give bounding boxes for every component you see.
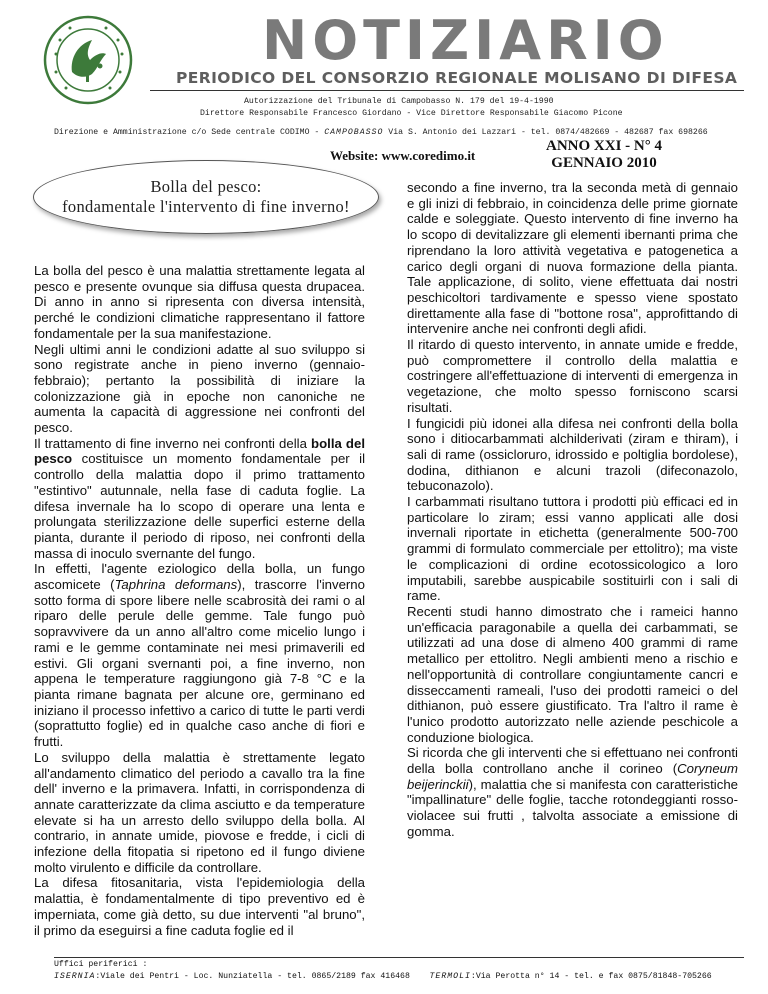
paragraph: I fungicidi più idonei alla difesa nei confronti della bolla sono i ditiocarbammati alchilderivati (ziram e thiram), i sali di rame (ossicloruro, idrossido e poltiglia bordolese), dodina, dithianon e alcuni trazoli (difeconazolo, tebuconazolo). xyxy=(407,415,738,494)
issue-date: GENNAIO 2010 xyxy=(551,155,657,171)
article-title-line1: Bolla del pesco: xyxy=(150,177,262,196)
scientific-name: Taphrina deformans xyxy=(114,577,238,593)
footer-termoli-address: :Via Perotta n° 14 - tel. e fax 0875/81848-705266 xyxy=(470,972,712,981)
article-right-column xyxy=(407,180,738,840)
address-line xyxy=(54,128,708,137)
paragraph-text: ), malattia che si manifesta con caratteristiche "impallinature" delle foglie, tacche rotondeggianti rosso-violacee sui frutti , talvolta associate a emissione di gomma. xyxy=(407,776,738,839)
paragraph-text: Si ricorda che gli interventi che si effettuano nei confronti della bolla controllano anche il corineo ( xyxy=(407,745,738,777)
paragraph: Il ritardo di questo intervento, in annate umide e fredde, può compromettere il controllo della malattia e costringere all'effettuazione di interventi di emergenza in vegetazione, che molto spesso forniscono scarsi risultati. xyxy=(407,337,738,415)
article-left-column xyxy=(34,263,365,938)
footer-isernia-address: :Viale dei Pentri - Loc. Nunziatella - tel. 0865/2189 fax 416468 xyxy=(95,972,410,981)
paragraph xyxy=(407,745,738,839)
directors-line: Direttore Responsabile Francesco Giordano - Vice Direttore Responsabile Giacomo Picone xyxy=(200,109,623,118)
footer-isernia-city: ISERNIA xyxy=(54,972,96,981)
footer-divider xyxy=(54,957,744,958)
paragraph xyxy=(34,561,365,749)
consortium-seal-logo xyxy=(42,14,134,106)
paragraph: La bolla del pesco è una malattia strettamente legata al pesco e presente ovunque sia diffusa questa drupacea. Di anno in anno si ripresenta con diversa intensità, perché le condizioni climatiche rappresentano il fattore fondamentale per la sua manifestazione. xyxy=(34,263,365,341)
issue-number: ANNO XXI - N° 4 xyxy=(546,138,662,154)
footer-offices xyxy=(54,972,712,981)
article-title-ellipse xyxy=(33,160,379,234)
footer-termoli-city: TERMOLI xyxy=(429,972,471,981)
authorization-line: Autorizzazione del Tribunale di Campobasso N. 179 del 19-4-1990 xyxy=(244,97,554,106)
paragraph xyxy=(34,436,365,562)
paragraph: Negli ultimi anni le condizioni adatte al suo sviluppo si sono registrate anche in pieno inverno (gennaio-febbraio); pertanto la possibilità di iniziare la colonizzazione già in epoche non canoniche ne aumenta la capacità di aggressione nei confronti del pesco. xyxy=(34,341,365,436)
newsletter-title: NOTIZIARIO xyxy=(262,9,669,72)
paragraph: secondo a fine inverno, tra la seconda metà di gennaio e gli inizi di febbraio, in coincidenza delle prime giornate calde e soleggiate. Questo intervento di fine inverno ha lo scopo di devitalizzare gli elementi ibernanti prima che riprendano la loro attività vegetativa e patogenetica a carico degli organi di nuova formazione della pianta. Tale applicazione, di solito, viene effettuata dai nostri peschicoltori tardivamente e spesso viene spostato direttamente alla fase di "bottone rosa", approfittando di intervenire anche nei confronti degli afidi. xyxy=(407,180,738,337)
paragraph: I carbammati risultano tuttora i prodotti più efficaci ed in particolare lo ziram; essi vanno applicati alle dosi invernali riportate in etichetta (generalmente 500-700 grammi di formulato commerciale per ettolitro); ma viste le complicazioni di ordine ecotossicologico a loro imputabili, sarebbe auspicabile sostituirli con i sali di rame. xyxy=(407,494,738,604)
address-suffix: Via S. Antonio dei Lazzari - tel. 0874/482669 - 482687 fax 698266 xyxy=(383,128,708,137)
paragraph-text: ), trascorre l'inverno sotto forma di spore libere nelle scabrosità dei rami o al riparo delle perule delle gemme. Tale fungo può sopravvivere da un anno all'altro come micelio lungo i rami e le gemme contaminate nei mesi primaverili ed estivi. Gli organi svernanti poi, a fine inverno, non appena le temperature raggiungono già 7-8 °C e la pianta rimane bagnata per alcune ore, germinano ed iniziano il processo infettivo a carico di tutte le parti verdi (soprattutto foglie) ed in qualche caso anche di fiori e frutti. xyxy=(34,577,365,750)
address-prefix: Direzione e Amministrazione c/o Sede centrale CODIMO - xyxy=(54,128,325,137)
footer xyxy=(54,960,712,981)
scientific-name: Coryneum beijerinckii xyxy=(407,761,738,792)
header-divider xyxy=(150,90,744,91)
article-title-line2: fondamentale l'intervento di fine inverno! xyxy=(62,197,350,216)
newsletter-subtitle: PERIODICO DEL CONSORZIO REGIONALE MOLISANO DI DIFESA xyxy=(176,69,738,87)
paragraph: Recenti studi hanno dimostrato che i rameici hanno un'efficacia paragonabile a quella dei carbammati, se utilizzati ad una dose di almeno 400 grammi di rame metallico per ettolitro. Negli ambienti meno a rischio e nell'opportunità di controllare congiuntamente cancri e disseccamenti rameali, l'uso dei prodotti rameici o del dithianon, può essere giustificato. Tra l'altro il rame è l'unico prodotto autorizzato nelle aziende peschicole a conduzione biologica. xyxy=(407,603,738,745)
paragraph-text: Il trattamento di fine inverno nei confronti della xyxy=(34,435,312,451)
paragraph-text: costituisce un momento fondamentale per il controllo della malattia dopo il primo trattamento "estintivo" autunnale, nella fase di caduta foglie. La difesa invernale ha lo scopo di operare una lenta e prolungata sterilizzazione delle superfici esterne della pianta, durante il periodo di riposo, nei confronti della massa di inoculo svernante del fungo. xyxy=(34,451,365,561)
emphasis-bold: bolla del pesco xyxy=(34,435,365,467)
paragraph: La difesa fitosanitaria, vista l'epidemiologia della malattia, è fondamentalmente di tipo preventivo ed è imperniata, come già detto, su due interventi "al bruno", il primo da eseguirsi a fine caduta foglie ed il xyxy=(34,875,365,938)
address-city: CAMPOBASSO xyxy=(324,128,384,137)
issue-info xyxy=(546,138,662,172)
paragraph: Lo sviluppo della malattia è strettamente legato all'andamento climatico del periodo a cavallo tra la fine dell' inverno e la primavera. Infatti, in corrispondenza di annate caratterizzate da clima asciutto e da temperature elevate si ha un arresto dello sviluppo della bolla. Al contrario, in annate umide, piovose e fredde, i cicli di infezione della fitopatia si ripetono ed il fungo diviene molto virulento e difficile da controllare. xyxy=(34,749,365,875)
website-link[interactable]: Website: www.coredimo.it xyxy=(330,148,476,163)
footer-label: Uffici periferici : xyxy=(54,960,148,969)
paragraph-text: In effetti, l'agente eziologico della bolla, un fungo ascomicete ( xyxy=(34,561,365,593)
article-title xyxy=(34,177,378,217)
